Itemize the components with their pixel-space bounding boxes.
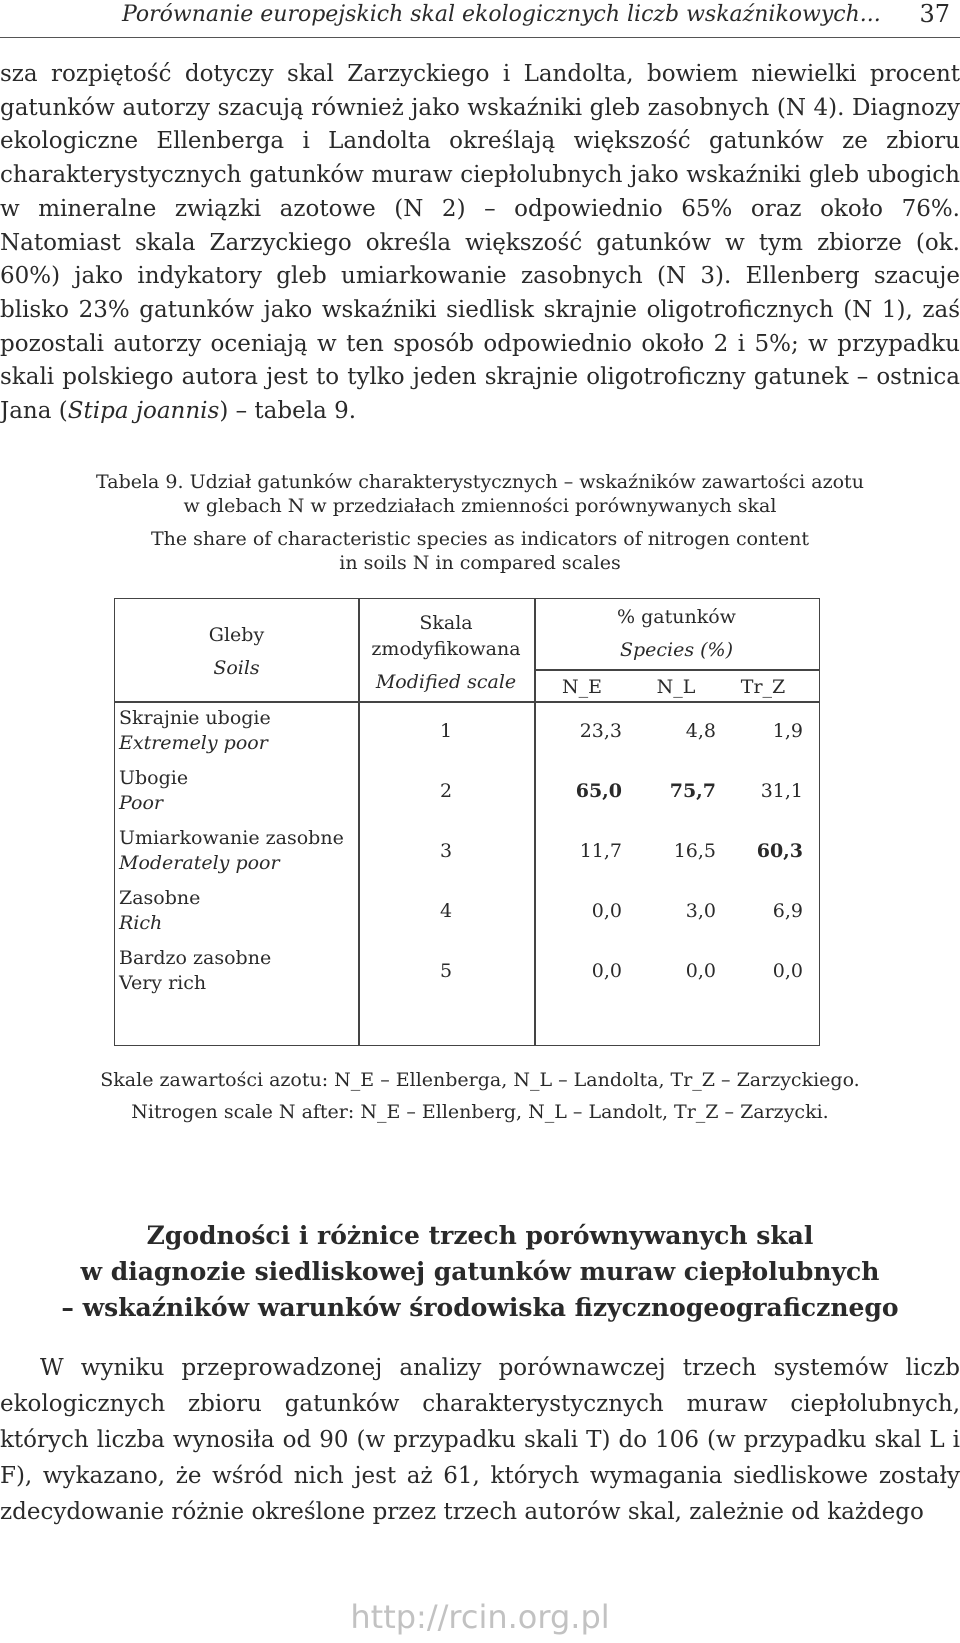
row-scale-value: 5 xyxy=(439,960,453,982)
row-soil-en: Moderately poor xyxy=(119,852,280,874)
header-scale-en: Modified scale xyxy=(375,671,517,693)
table-divider xyxy=(534,599,536,1045)
header-scale-pl: Skala xyxy=(419,612,473,634)
running-title: Porównanie europejskich skal ekologicznych liczb wskaźnikowych... xyxy=(122,2,881,27)
section-heading xyxy=(0,1218,960,1326)
table-divider xyxy=(115,701,819,703)
table-cell: 65,0 xyxy=(575,780,622,802)
table-cell: 1,9 xyxy=(772,720,803,742)
table-cell: 6,9 xyxy=(772,900,803,922)
column-header-trz: Tr_Z xyxy=(740,676,786,698)
heading-line: Zgodności i różnice trzech porównywanych skal xyxy=(146,1221,814,1250)
table-cell: 0,0 xyxy=(685,960,716,982)
caption-en-line: in soils N in compared scales xyxy=(339,552,621,574)
row-soil-pl: Umiarkowanie zasobne xyxy=(119,827,344,849)
row-scale-value: 2 xyxy=(439,780,453,802)
table-caption-pl xyxy=(0,470,960,518)
table-cell: 16,5 xyxy=(673,840,716,862)
paragraph-1 xyxy=(0,58,960,429)
data-table xyxy=(114,598,820,1046)
header-scale-pl: zmodyfikowana xyxy=(371,638,521,660)
row-soil-pl: Zasobne xyxy=(119,887,201,909)
paragraph-2 xyxy=(0,1350,960,1530)
row-soil-pl: Skrajnie ubogie xyxy=(119,707,271,729)
table-cell: 0,0 xyxy=(591,900,622,922)
row-soil-pl: Ubogie xyxy=(119,767,189,789)
paragraph-1-end: ) – tabela 9. xyxy=(219,398,357,425)
column-header-ne: N_E xyxy=(562,676,602,698)
table-cell: 23,3 xyxy=(579,720,622,742)
table-cell: 4,8 xyxy=(685,720,716,742)
header-species-en: Species (%) xyxy=(619,639,734,661)
caption-en-line: The share of characteristic species as indicators of nitrogen content xyxy=(150,528,810,550)
column-header-nl: N_L xyxy=(656,676,696,698)
table-cell: 75,7 xyxy=(669,780,716,802)
table-notes xyxy=(0,1064,960,1128)
table-cell: 3,0 xyxy=(685,900,716,922)
heading-line: w diagnozie siedliskowej gatunków muraw ciepłolubnych xyxy=(80,1257,880,1286)
table-cell: 0,0 xyxy=(591,960,622,982)
table-cell: 31,1 xyxy=(760,780,803,802)
footer-url: http://rcin.org.pl xyxy=(350,1598,610,1636)
page-number: 37 xyxy=(919,0,950,28)
header-rule xyxy=(0,37,960,38)
row-soil-en: Extremely poor xyxy=(119,732,268,754)
note-pl: Skale zawartości azotu: N_E – Ellenberga, N_L – Landolta, Tr_Z – Zarzyckiego. xyxy=(100,1069,860,1091)
row-soil-en: Poor xyxy=(119,792,163,814)
row-scale-value: 1 xyxy=(439,720,453,742)
row-soil-pl: Bardzo zasobne xyxy=(119,947,272,969)
row-soil-en: Very rich xyxy=(119,972,207,994)
header-soils-pl: Gleby xyxy=(208,624,265,646)
caption-pl-line: w glebach N w przedziałach zmienności porównywanych skal xyxy=(183,495,777,517)
caption-pl-line: Tabela 9. Udział gatunków charakterystycznych – wskaźników zawartości azotu xyxy=(96,471,864,493)
species-name: Stipa joannis xyxy=(67,398,220,425)
paragraph-1-text: sza rozpiętość dotyczy skal Zarzyckiego i Landolta, bowiem niewielki procent gatunków autorzy szacują również jako wskaźniki gleb zasobnych (N 4). Diagnozy ekologiczne Ellenberga i Landolta określają większość gatunków ze zbioru charakterystycznych gatunków muraw ciepłolubnych jako wskaźniki gleb ubogich w mineralne związki azotowe (N 2) – odpowiednio 65% oraz około 76%. Natomiast skala Zarzyckiego określa większość gatunków w tym zbiorze (ok. 60%) jako indykatory gleb umiarkowanie zasobnych (N 3). Ellenberg szacuje blisko 23% gatunków jako wskaźniki siedlisk skrajnie oligotroficznych (N 1), zaś pozostali autorzy oceniają w ten sposób odpowiednio około 2 i 5%; w przypadku skali polskiego autora jest to tylko jeden skrajnie oligotroficzny gatunek – ostnica Jana ( xyxy=(0,61,960,425)
paragraph-2-text: W wyniku przeprowadzonej analizy porównawczej trzech systemów liczb ekologicznych zbioru gatunków charakterystycznych muraw ciepłolubnych, których liczba wynosiła od 90 (w przypadku skali T) do 106 (w przypadku skal L i F), wykazano, że wśród nich jest aż 61, których wymagania siedliskowe zostały zdecydowanie różnie określone przez trzech autorów skal, zależnie od każdego xyxy=(0,1355,960,1525)
row-scale-value: 3 xyxy=(439,840,453,862)
table-cell: 60,3 xyxy=(756,840,803,862)
note-en: Nitrogen scale N after: N_E – Ellenberg, N_L – Landolt, Tr_Z – Zarzycki. xyxy=(131,1101,829,1123)
row-soil-en: Rich xyxy=(119,912,163,934)
table-cell: 0,0 xyxy=(772,960,803,982)
table-caption-en xyxy=(0,527,960,575)
header-soils-en: Soils xyxy=(213,657,260,679)
heading-line: – wskaźników warunków środowiska fizycznogeograficznego xyxy=(61,1293,899,1322)
row-scale-value: 4 xyxy=(439,900,453,922)
header-species-pl: % gatunków xyxy=(617,606,736,628)
table-divider xyxy=(534,669,819,671)
table-cell: 11,7 xyxy=(579,840,622,862)
